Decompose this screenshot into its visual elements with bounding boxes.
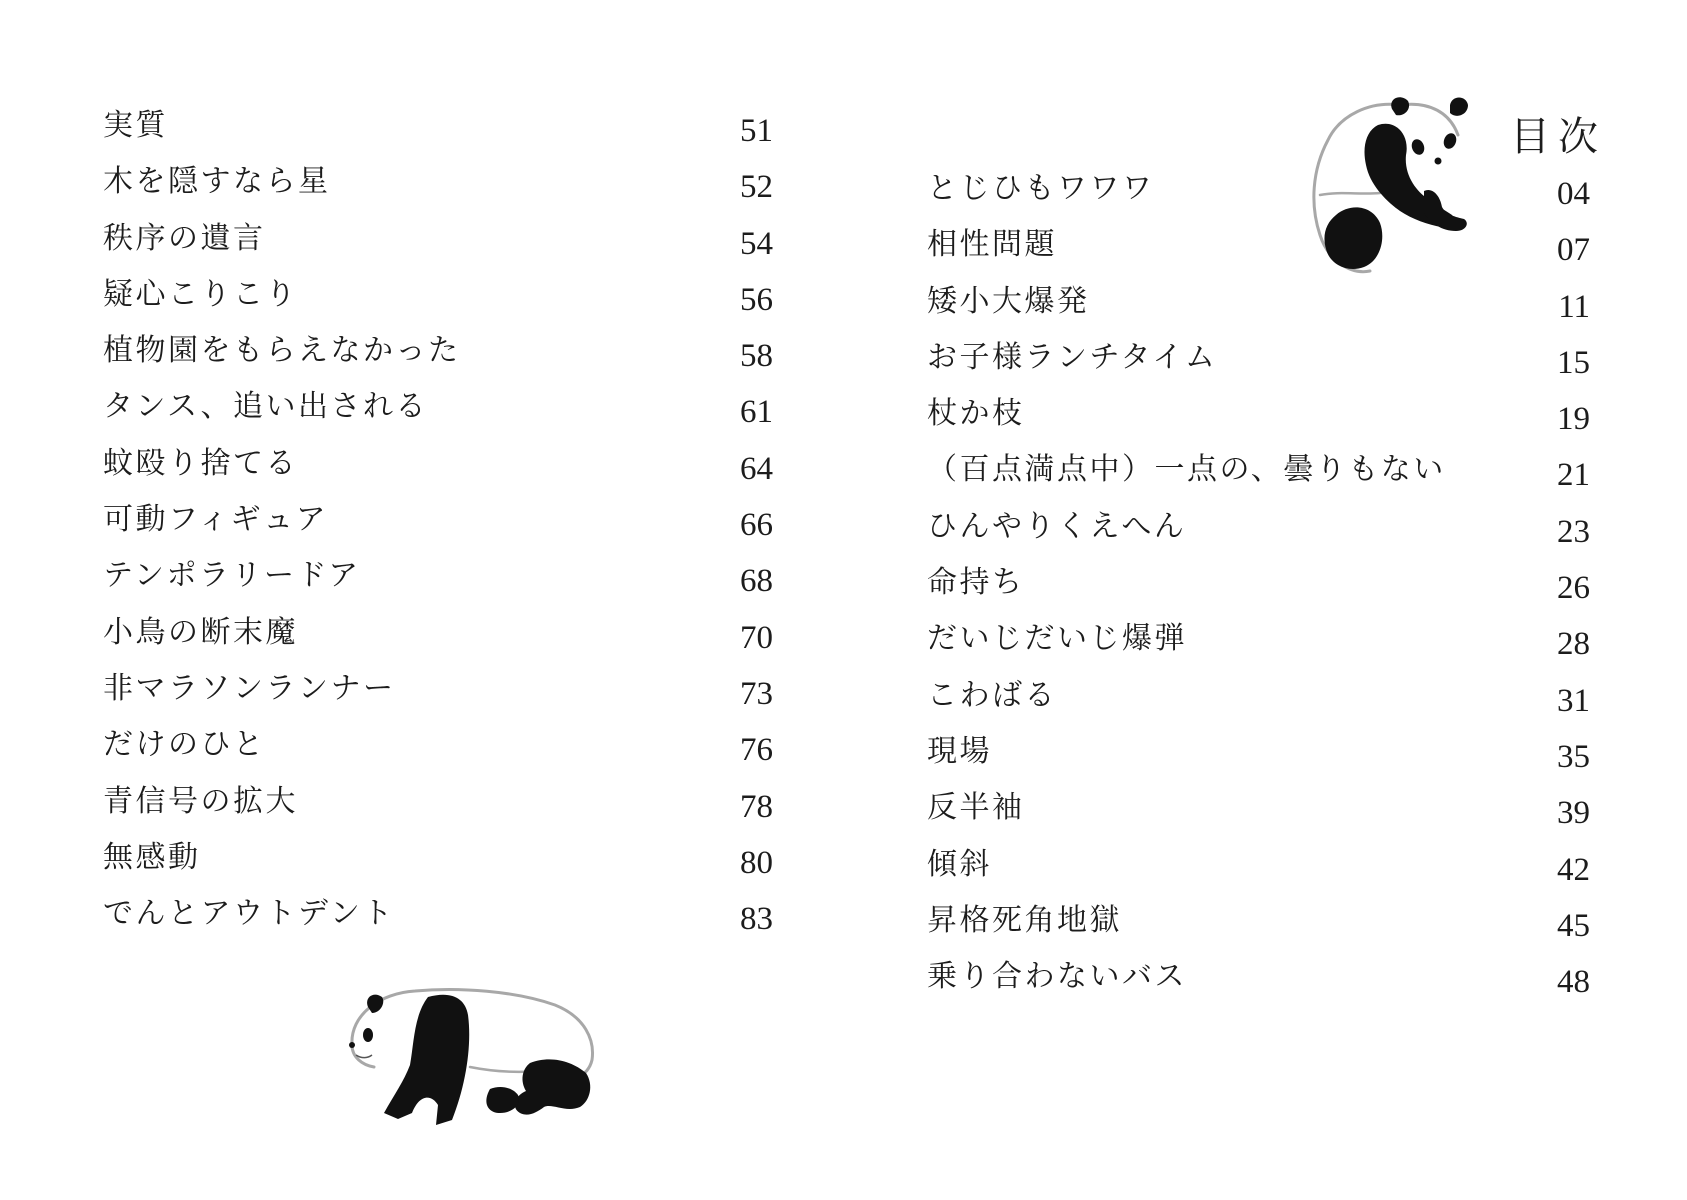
toc-entry[interactable] — [103, 720, 773, 776]
toc-entry-page: 83 — [740, 901, 773, 938]
toc-entry-page: 11 — [1558, 288, 1590, 325]
toc-entry-title: お子様ランチタイム — [927, 339, 1218, 375]
toc-entry-title: 乗り合わないバス — [927, 959, 1187, 995]
toc-entry-page: 07 — [1557, 232, 1590, 269]
toc-entry-title: タンス、追い出される — [103, 389, 428, 425]
toc-entry-title: （百点満点中）一点の、曇りもない — [927, 452, 1446, 488]
toc-entry-page: 73 — [740, 675, 773, 712]
toc-entry[interactable] — [103, 439, 773, 495]
toc-entry-title: とじひもワワワ — [927, 171, 1155, 206]
toc-entry[interactable] — [103, 833, 773, 889]
toc-entry[interactable] — [927, 445, 1590, 501]
toc-entry[interactable] — [927, 502, 1590, 558]
toc-entry-page: 51 — [740, 113, 773, 149]
toc-entry[interactable] — [103, 551, 773, 607]
toc-entry-page: 58 — [740, 338, 773, 375]
toc-entry-title: 昇格死角地獄 — [927, 902, 1122, 938]
toc-entry[interactable] — [927, 896, 1590, 952]
toc-entry-page: 70 — [740, 619, 773, 656]
toc-entry-page: 64 — [740, 450, 773, 487]
toc-entry[interactable] — [927, 558, 1590, 614]
toc-entry[interactable] — [103, 608, 773, 664]
toc-entry-title: 可動フィギュア — [103, 502, 329, 538]
toc-entry-title: 植物園をもらえなかった — [103, 333, 461, 369]
toc-heading: 目次 — [1510, 114, 1606, 160]
toc-entry[interactable] — [927, 333, 1590, 389]
toc-list-right — [927, 164, 1590, 1008]
toc-entry[interactable] — [103, 495, 773, 551]
toc-entry[interactable] — [103, 777, 773, 833]
toc-entry-page: 68 — [740, 563, 773, 600]
toc-entry-title: 無感動 — [103, 839, 201, 875]
toc-entry-page: 19 — [1557, 401, 1590, 438]
toc-entry[interactable] — [927, 220, 1590, 276]
toc-entry[interactable] — [927, 614, 1590, 670]
toc-entry-title: だいじだいじ爆弾 — [927, 621, 1187, 657]
toc-entry-title: でんとアウトデント — [103, 896, 395, 932]
toc-entry-title: 命持ち — [927, 565, 1025, 601]
toc-entry-title: 非マラソンランナー — [103, 670, 396, 706]
toc-entry[interactable] — [103, 157, 773, 213]
toc-entry[interactable] — [927, 389, 1590, 445]
toc-entry-page: 66 — [740, 507, 773, 544]
toc-entry-title: 青信号の拡大 — [103, 783, 298, 819]
toc-entry-page: 78 — [740, 788, 773, 825]
toc-entry-title: ひんやりくえへん — [927, 508, 1187, 544]
toc-entry[interactable] — [103, 214, 773, 270]
toc-entry[interactable] — [927, 671, 1590, 727]
toc-entry-page: 76 — [740, 732, 773, 769]
toc-entry[interactable] — [927, 840, 1590, 896]
toc-entry-title: 矮小大爆発 — [927, 283, 1090, 319]
toc-entry-title: テンポラリードア — [103, 558, 361, 594]
toc-entry-page: 48 — [1557, 964, 1590, 1001]
toc-entry-page: 45 — [1557, 907, 1590, 944]
toc-entry-page: 80 — [740, 844, 773, 881]
toc-entry[interactable] — [103, 382, 773, 438]
toc-entry-title: 疑心こりこり — [103, 276, 298, 312]
toc-entry-page: 35 — [1557, 738, 1590, 775]
toc-entry-page: 21 — [1557, 457, 1590, 494]
toc-entry-title: 小鳥の断末魔 — [103, 614, 298, 650]
toc-entry-page: 61 — [740, 394, 773, 431]
toc-entry[interactable] — [103, 326, 773, 382]
toc-entry-page: 31 — [1557, 682, 1590, 719]
toc-entry-page: 23 — [1557, 513, 1590, 550]
toc-entry-title: 傾斜 — [927, 846, 992, 882]
toc-entry[interactable] — [103, 101, 773, 157]
toc-entry-title: 杖か枝 — [927, 396, 1025, 432]
toc-entry[interactable] — [103, 889, 773, 945]
toc-entry-page: 39 — [1557, 795, 1590, 832]
toc-entry-title: 木を隠すなら星 — [103, 164, 331, 200]
toc-entry-title: 秩序の遺言 — [103, 220, 266, 256]
toc-entry-title: こわばる — [927, 677, 1057, 713]
toc-entry-page: 54 — [740, 225, 773, 262]
panda-walking-illustration — [340, 985, 630, 1135]
toc-entry-page: 52 — [740, 169, 773, 206]
toc-entry[interactable] — [927, 783, 1590, 839]
toc-entry-page: 42 — [1557, 851, 1590, 888]
toc-entry[interactable] — [103, 664, 773, 720]
toc-entry[interactable] — [927, 164, 1590, 220]
toc-entry-page: 56 — [740, 281, 773, 318]
toc-entry-title: 実質 — [103, 108, 168, 143]
toc-entry-page: 28 — [1557, 626, 1590, 663]
toc-entry[interactable] — [927, 277, 1590, 333]
toc-entry[interactable] — [103, 270, 773, 326]
toc-entry-page: 26 — [1557, 570, 1590, 607]
toc-list-left — [103, 101, 773, 945]
toc-entry-title: 反半袖 — [927, 790, 1025, 826]
toc-entry-page: 15 — [1557, 344, 1590, 381]
toc-entry[interactable] — [927, 727, 1590, 783]
toc-entry-title: だけのひと — [103, 727, 266, 763]
toc-entry-title: 蚊殴り捨てる — [103, 445, 298, 481]
toc-entry-title: 現場 — [927, 733, 992, 769]
toc-entry-title: 相性問題 — [927, 227, 1057, 263]
toc-entry-page: 04 — [1557, 176, 1590, 212]
toc-entry[interactable] — [927, 952, 1590, 1008]
